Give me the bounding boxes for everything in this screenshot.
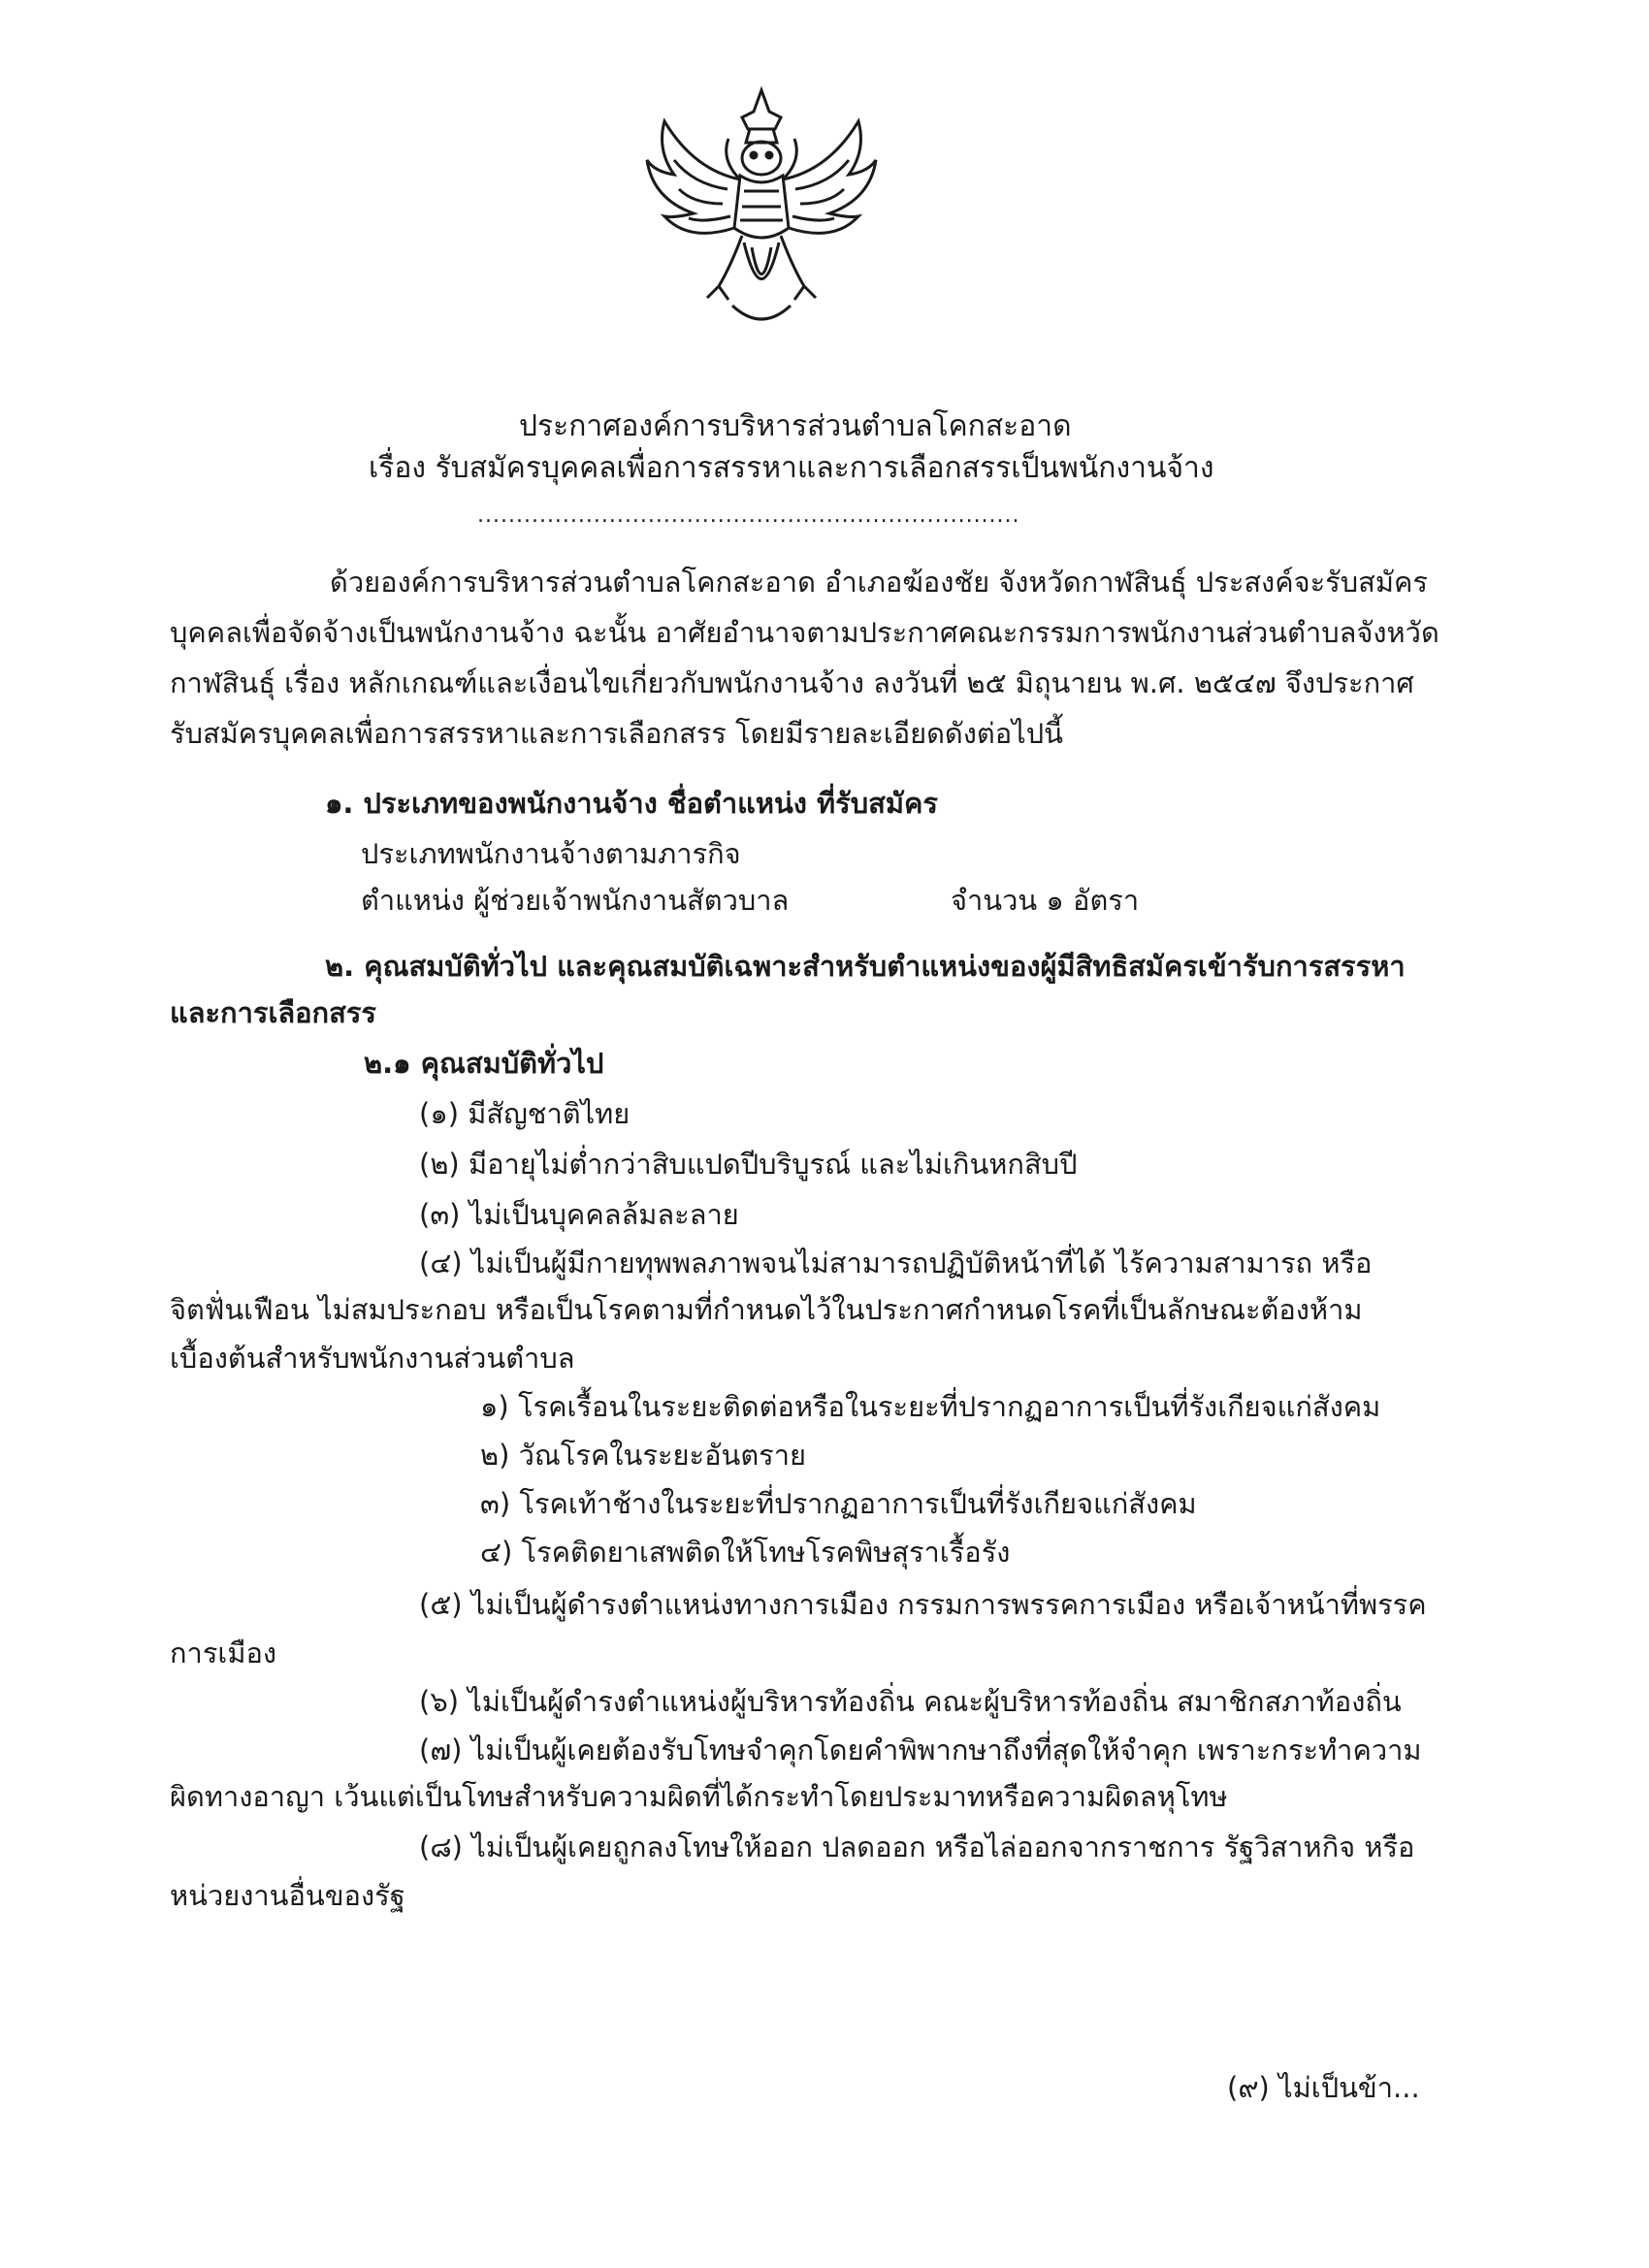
section-2-heading-line-2: และการเลือกสรร xyxy=(170,996,376,1029)
qualification-item-7-line-2: ผิดทางอาญา เว้นแต่เป็นโทษสำหรับความผิดที่ได้กระทำโดยประมาทหรือความผิดลหุโทษ xyxy=(170,1780,1228,1813)
qualification-item-2: (๒) มีอายุไม่ต่ำกว่าสิบแปดปีบริบูรณ์ และไม่เกินหกสิบปี xyxy=(419,1148,1078,1181)
announcement-title: ประกาศองค์การบริหารส่วนตำบลโคกสะอาด xyxy=(519,409,1072,443)
intro-line-2: บุคคลเพื่อจัดจ้างเป็นพนักงานจ้าง ฉะนั้น อาศัยอำนาจตามประกาศคณะกรรมการพนักงานส่วนตำบลจังหวัด xyxy=(170,616,1439,649)
qualification-item-7-line-1: (๗) ไม่เป็นผู้เคยต้องรับโทษจำคุกโดยคำพิพากษาถึงที่สุดให้จำคุก เพราะกระทำความ xyxy=(419,1733,1422,1766)
qualification-item-8-line-2: หน่วยงานอื่นของรัฐ xyxy=(170,1879,405,1912)
qualification-item-5-line-1: (๕) ไม่เป็นผู้ดำรงตำแหน่งทางการเมือง กรรมการพรรคการเมือง หรือเจ้าหน้าที่พรรค xyxy=(419,1588,1427,1621)
qualification-item-5-line-2: การเมือง xyxy=(170,1636,277,1669)
section-2-heading-line-1: ๒. คุณสมบัติทั่วไป และคุณสมบัติเฉพาะสำหรับตำแหน่งของผู้มีสิทธิสมัครเข้ารับการสรรหา xyxy=(325,950,1406,983)
garuda-emblem-icon xyxy=(635,82,888,335)
employee-type: ประเภทพนักงานจ้างตามภารกิจ xyxy=(361,837,741,870)
intro-line-4: รับสมัครบุคคลเพื่อการสรรหาและการเลือกสรร โดยมีรายละเอียดดังต่อไปนี้ xyxy=(170,717,1063,750)
intro-line-1: ด้วยองค์การบริหารส่วนตำบลโคกสะอาด อำเภอฆ้องชัย จังหวัดกาฬสินธุ์ ประสงค์จะรับสมัคร xyxy=(330,566,1428,599)
disease-item-4: ๔) โรคติดยาเสพติดให้โทษโรคพิษสุราเรื้อรัง xyxy=(480,1536,1011,1569)
qualification-item-8-line-1: (๘) ไม่เป็นผู้เคยถูกลงโทษให้ออก ปลดออก หรือไล่ออกจากราชการ รัฐวิสาหกิจ หรือ xyxy=(419,1831,1415,1863)
announcement-subject: เรื่อง รับสมัครบุคคลเพื่อการสรรหาและการเลือกสรรเป็นพนักงานจ้าง xyxy=(369,451,1214,485)
position-title: ตำแหน่ง ผู้ช่วยเจ้าพนักงานสัตวบาล xyxy=(361,884,790,917)
disease-item-1: ๑) โรคเรื้อนในระยะติดต่อหรือในระยะที่ปรากฏอาการเป็นที่รังเกียจแก่สังคม xyxy=(480,1390,1381,1423)
disease-item-2: ๒) วัณโรคในระยะอันตราย xyxy=(480,1439,807,1472)
qualification-item-4-line-2: จิตฟั่นเฟือน ไม่สมประกอบ หรือเป็นโรคตามที่กำหนดไว้ในประกาศกำหนดโรคที่เป็นลักษณะต้องห้าม xyxy=(170,1293,1363,1326)
header-separator: ...................................................................... xyxy=(477,503,1020,528)
qualification-item-4-line-1: (๔) ไม่เป็นผู้มีกายทุพพลภาพจนไม่สามารถปฏิบัติหน้าที่ได้ ไร้ความสามารถ หรือ xyxy=(419,1247,1373,1280)
qualification-item-4-line-3: เบื้องต้นสำหรับพนักงานส่วนตำบล xyxy=(170,1342,575,1375)
disease-item-3: ๓) โรคเท้าช้างในระยะที่ปรากฏอาการเป็นที่รังเกียจแก่สังคม xyxy=(480,1487,1197,1520)
qualification-item-1: (๑) มีสัญชาติไทย xyxy=(419,1097,630,1130)
section-1-heading: ๑. ประเภทของพนักงานจ้าง ชื่อตำแหน่ง ที่รับสมัคร xyxy=(325,787,938,820)
intro-line-3: กาฬสินธุ์ เรื่อง หลักเกณฑ์และเงื่อนไขเกี่ยวกับพนักงานจ้าง ลงวันที่ ๒๕ มิถุนายน พ.ศ. ๒๕๔๗ จึงประกาศ xyxy=(170,666,1414,699)
qualification-item-6: (๖) ไม่เป็นผู้ดำรงตำแหน่งผู้บริหารท้องถิ่น คณะผู้บริหารท้องถิ่น สมาชิกสภาท้องถิ่น xyxy=(419,1685,1402,1718)
continuation-text: (๙) ไม่เป็นข้า... xyxy=(1227,2071,1420,2104)
position-count: จำนวน ๑ อัตรา xyxy=(951,884,1140,917)
qualification-item-3: (๓) ไม่เป็นบุคคลล้มละลาย xyxy=(419,1198,739,1231)
section-2-1-heading: ๒.๑ คุณสมบัติทั่วไป xyxy=(364,1047,604,1080)
